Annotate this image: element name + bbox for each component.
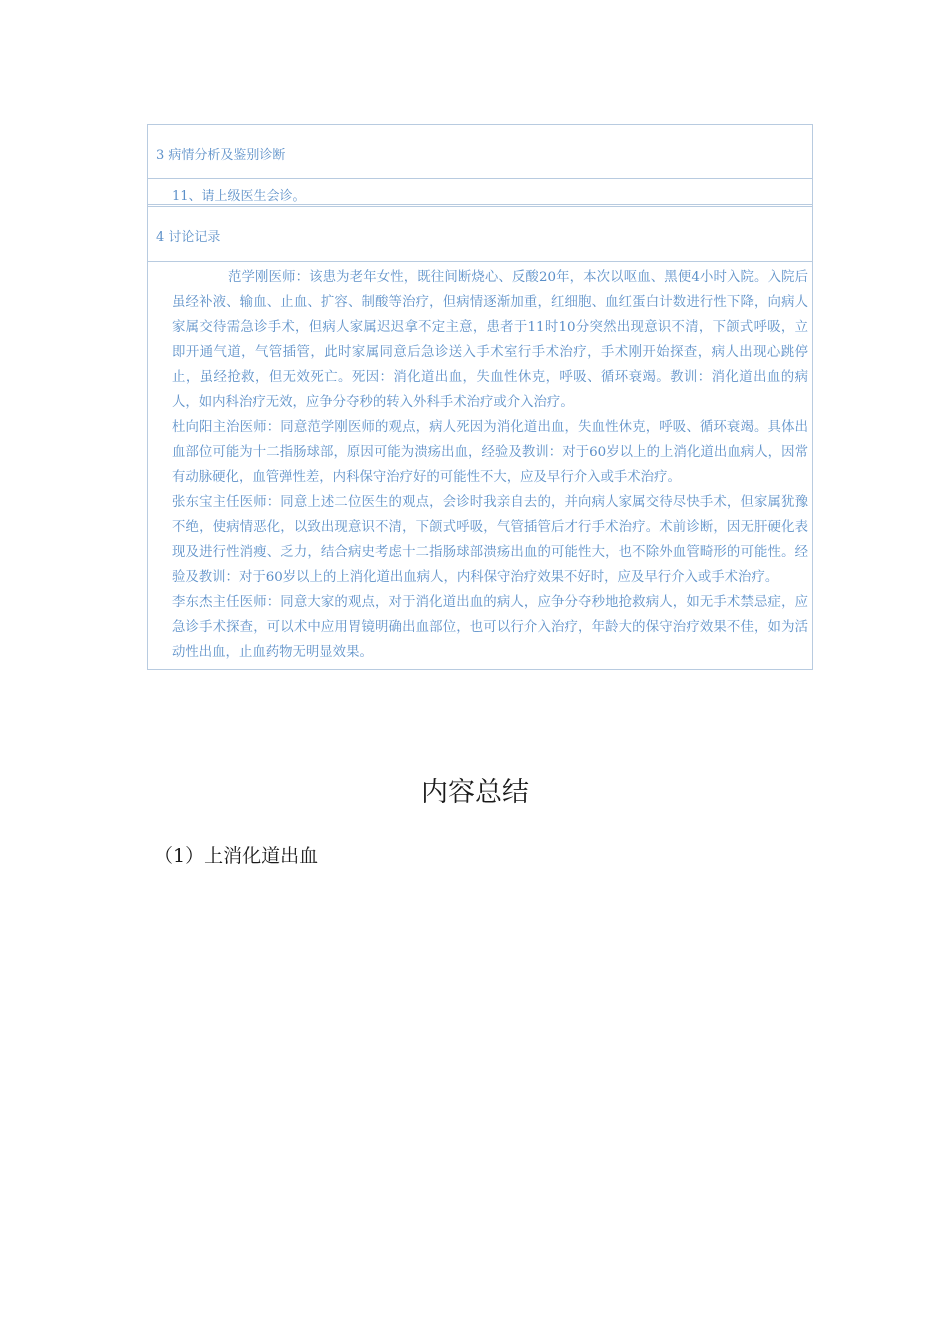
discussion-paragraph-du: 杜向阳主治医师：同意范学刚医师的观点，病人死因为消化道出血，失血性休克，呼吸、循环衰竭。具体出血部位可能为十二指肠球部，原因可能为溃疡出血，经验及教训：对于60岁以上的上消化道出血病人，因常有动脉硬化，血管弹性差，内科保守治疗好的可能性不大，应及早行介入或手术治疗。 xyxy=(172,420,808,485)
summary-title: 内容总结 xyxy=(421,777,529,808)
section-3-heading: 3 病情分析及鉴别诊断 xyxy=(148,125,812,179)
record-table xyxy=(147,124,813,670)
item-11-row: 11、请上级医生会诊。 xyxy=(148,179,812,207)
discussion-paragraph-zhang: 张东宝主任医师：同意上述二位医生的观点，会诊时我亲自去的，并向病人家属交待尽快手术，但家属犹豫不绝，使病情恶化，以致出现意识不清，下颌式呼吸，气管插管后才行手术治疗。术前诊断，因无肝硬化表现及进行性消瘦、乏力，结合病史考虑十二指肠球部溃疡出血的可能性大，也不除外血管畸形的可能性。经验及教训：对于60岁以上的上消化道出血病人，内科保守治疗效果不好时，应及早行介入或手术治疗。 xyxy=(172,495,808,585)
section-4-heading: 4 讨论记录 xyxy=(148,207,812,262)
discussion-paragraph-li: 李东杰主任医师：同意大家的观点，对于消化道出血的病人，应争分夺秒地抢救病人，如无手术禁忌症，应急诊手术探查，可以术中应用胃镜明确出血部位，也可以行介入治疗，年龄大的保守治疗效果不佳，如为活动性出血，止血药物无明显效果。 xyxy=(172,595,808,660)
discussion-record xyxy=(148,262,812,669)
summary-item-1: （1）上消化道出血 xyxy=(154,845,319,867)
discussion-paragraph-fan: 范学刚医师：该患为老年女性，既往间断烧心、反酸20年，本次以呕血、黑便4小时入院。入院后虽经补液、输血、止血、扩容、制酸等治疗，但病情逐渐加重，红细胞、血红蛋白计数进行性下降，向病人家属交待需急诊手术，但病人家属迟迟拿不定主意，患者于11时10分突然出现意识不清，下颌式呼吸，立即开通气道，气管插管，此时家属同意后急诊送入手术室行手术治疗，手术刚开始探查，病人出现心跳停止，虽经抢救，但无效死亡。死因：消化道出血，失血性休克，呼吸、循环衰竭。教训：消化道出血的病人，如内科治疗无效，应争分夺秒的转入外科手术治疗或介入治疗。 xyxy=(172,270,808,410)
